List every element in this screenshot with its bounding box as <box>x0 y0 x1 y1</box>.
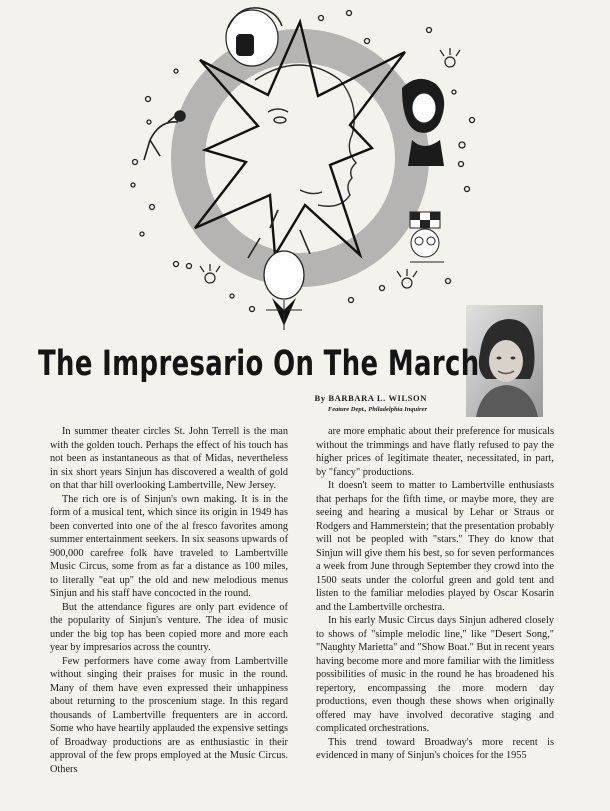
paragraph: In his early Music Circus days Sinjun adhered closely to shows of "simple melodic line," like "Desert Song," "Naughty Marietta" and "Show Boat." But in recent years having become more and more familiar with the limitless possibilities of music in the round he has broadened his repertory, encompassing the more modern day productions, even though these shows when originally offered may have involved decorative staging and complicated orchestrations. <box>316 615 554 734</box>
checkered-hat-man <box>410 212 444 262</box>
author-affiliation: Feature Dept., Philadelphia Inquirer <box>327 406 427 413</box>
column-left <box>50 425 288 776</box>
paragraph: This trend toward Broadway's more recent is evidenced in many of Sinjun's choices for the 1955 <box>316 736 554 761</box>
author-name: By BARBARA L. WILSON <box>314 393 427 403</box>
column-right <box>316 425 554 763</box>
paragraph: Few performers have come away from Lambertville without singing their praises for music in the round. Many of them have even expressed their unhappiness about returning to the proscenium stage. In this regard thousands of Lambertville frequenters are in accord. Some who have heartily applauded the expensive settings of Broadway productions are as enthusiastic in their approval of the few props employed at the Music Circus. Others <box>50 655 288 775</box>
paragraph: But the attendance figures are only part evidence of the popularity of Sinjun's venture. The idea of music under the big top has been copied more and more each year by impresarios across the country. <box>50 601 288 653</box>
paragraph: In summer theater circles St. John Terrell is the man with the golden touch. Perhaps the effect of his touch has not been as instantaneous as that of Midas, nevertheless in six short years Sinjun has discovered a wealth of gold on that thar hill overlooking Lambertville, New Jersey. <box>50 426 288 491</box>
paragraph: are more emphatic about their preference for musicals without the trimmings and have flatly refused to pay the higher prices of legitimate theater, necessitated, in part, by "fancy" productions. <box>316 426 554 478</box>
paragraph: It doesn't seem to matter to Lambertville enthusiasts that perhaps for the fifth time, or maybe more, they are seeing and hearing a musical by Lehar or Straus or Rodgers and Hammerstein; that the presentation probably will not be peopled with "stars." They do know that Sinjun will give them his best, so for seven performances a week from June through September they crowd into the 1500 seats under the colorful green and gold tent and listen to the familiar melodies played by Oscar Kosarin and the Lambertville orchestra. <box>316 480 554 613</box>
page-title: The Impresario On The March <box>38 344 480 384</box>
byline <box>315 393 427 415</box>
circus-illustration <box>0 0 610 345</box>
paragraph: The rich ore is of Sinjun's own making. It is in the form of a musical tent, which since its origin in 1949 has been converted into one of the al fresco favorites among summer entertainment seekers. In six seasons upwards of 900,000 carefree folk have traveled to Lambertville Music Circus, some from as far a distance as 100 miles, to literally "eat up" the old and new melodious menus Sinjun and his staff have concocted in the round. <box>50 493 288 599</box>
